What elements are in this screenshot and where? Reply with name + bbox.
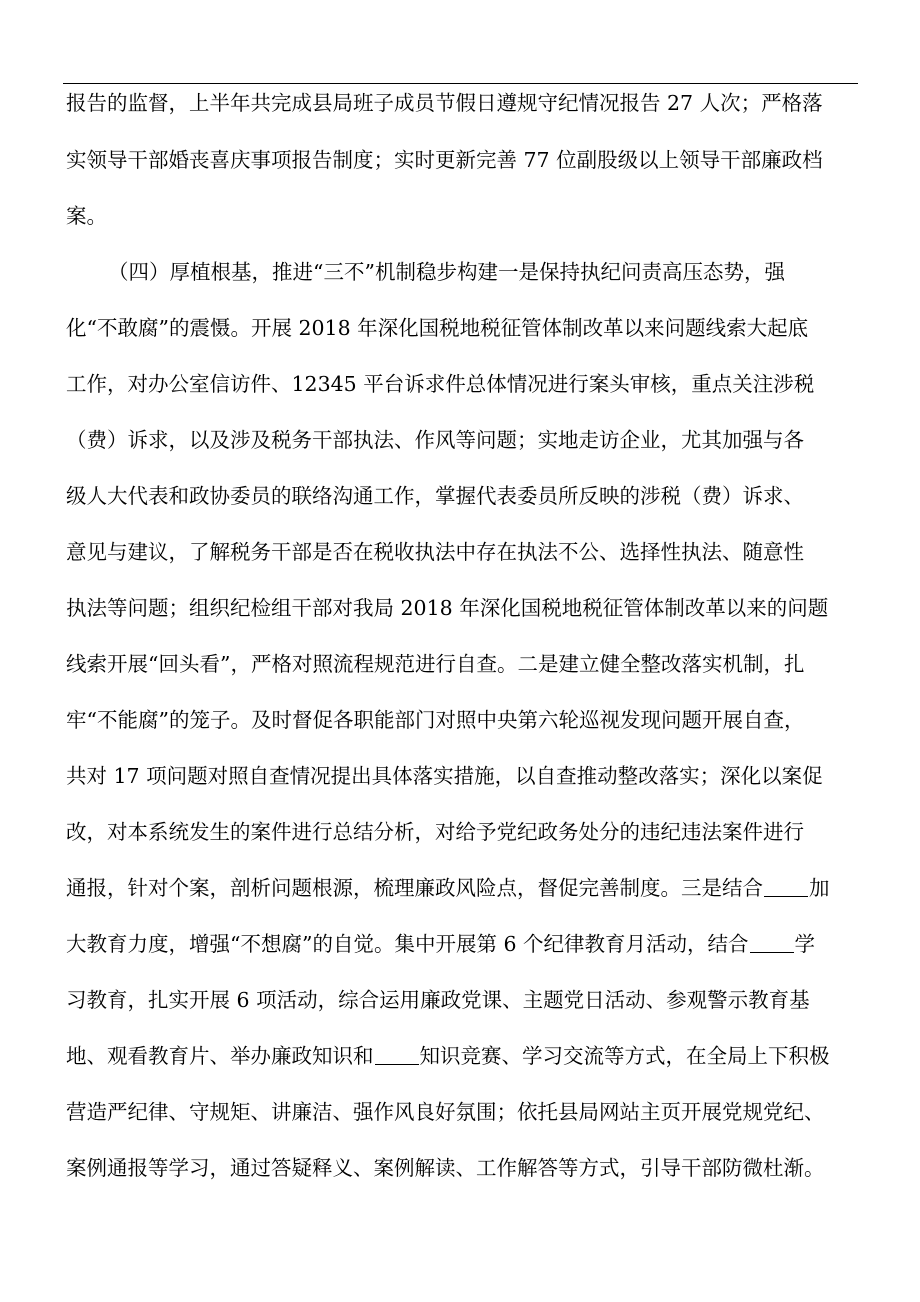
fill-blank [375,1044,419,1065]
text-segment: 知识竞赛、学习交流等方式，在全局上下积极 [419,1044,830,1068]
text-line-12: 牢“不能腐”的笼子。及时督促各职能部门对照中央第六轮巡视发现问题开展自查， [66,708,805,732]
text-line-11: 线索开展“回头看”，严格对照流程规范进行自查。二是建立健全整改落实机制，扎 [66,652,805,676]
header-rule [63,83,858,84]
text-line-5: 化“不敢腐”的震慑。开展 2018 年深化国税地税征管体制改革以来问题线索大起底 [66,316,809,340]
text-line-3: 案。 [66,204,107,228]
fill-blank [764,876,808,897]
text-segment: 学 [794,932,816,956]
text-line-7: （费）诉求，以及涉及税务干部执法、作风等问题；实地走访企业，尤其加强与各 [66,428,804,452]
text-line-20: 案例通报等学习，通过答疑释义、案例解读、工作解答等方式，引导干部防微杜渐。 [66,1156,825,1180]
text-line-14: 改，对本系统发生的案件进行总结分析，对给予党纪政务处分的违纪违法案件进行 [66,820,804,844]
text-segment: 地、观看教育片、举办廉政知识和 [66,1044,374,1068]
text-line-9: 意见与建议，了解税务干部是否在税收执法中存在执法不公、选择性执法、随意性 [66,540,804,564]
text-line-13: 共对 17 项问题对照自查情况提出具体落实措施，以自查推动整改落实；深化以案促 [66,764,823,788]
text-segment: 大教育力度，增强“不想腐”的自觉。集中开展第 6 个纪律教育月活动，结合 [66,932,749,956]
text-line-6: 工作，对办公室信访件、12345 平台诉求件总体情况进行案头审核，重点关注涉税 [66,372,815,396]
text-line-8: 级人大代表和政协委员的联络沟通工作，掌握代表委员所反映的涉税（费）诉求、 [66,484,804,508]
text-line-2: 实领导干部婚丧喜庆事项报告制度；实时更新完善 77 位副股级以上领导干部廉政档 [66,148,823,172]
text-segment: 通报，针对个案，剖析问题根源，梳理廉政风险点，督促完善制度。三是结合 [66,876,763,900]
text-line-18 [66,1041,866,1071]
section-heading-line: （四）厚植根基，推进“三不”机制稳步构建一是保持执纪问责高压态势，强 [108,260,785,284]
text-line-17: 习教育，扎实开展 6 项活动，综合运用廉政党课、主题党日活动、参观警示教育基 [66,988,810,1012]
text-line-15 [66,873,866,903]
text-segment: 加 [809,876,830,900]
text-line-16 [66,929,866,959]
text-line-1: 报告的监督，上半年共完成县局班子成员节假日遵规守纪情况报告 27 人次；严格落 [66,91,823,115]
fill-blank [750,932,794,953]
text-line-10: 执法等问题；组织纪检组干部对我局 2018 年深化国税地税征管体制改革以来的问题 [66,596,829,620]
text-line-19: 营造严纪律、守规矩、讲廉洁、强作风良好氛围；依托县局网站主页开展党规党纪、 [66,1100,825,1124]
